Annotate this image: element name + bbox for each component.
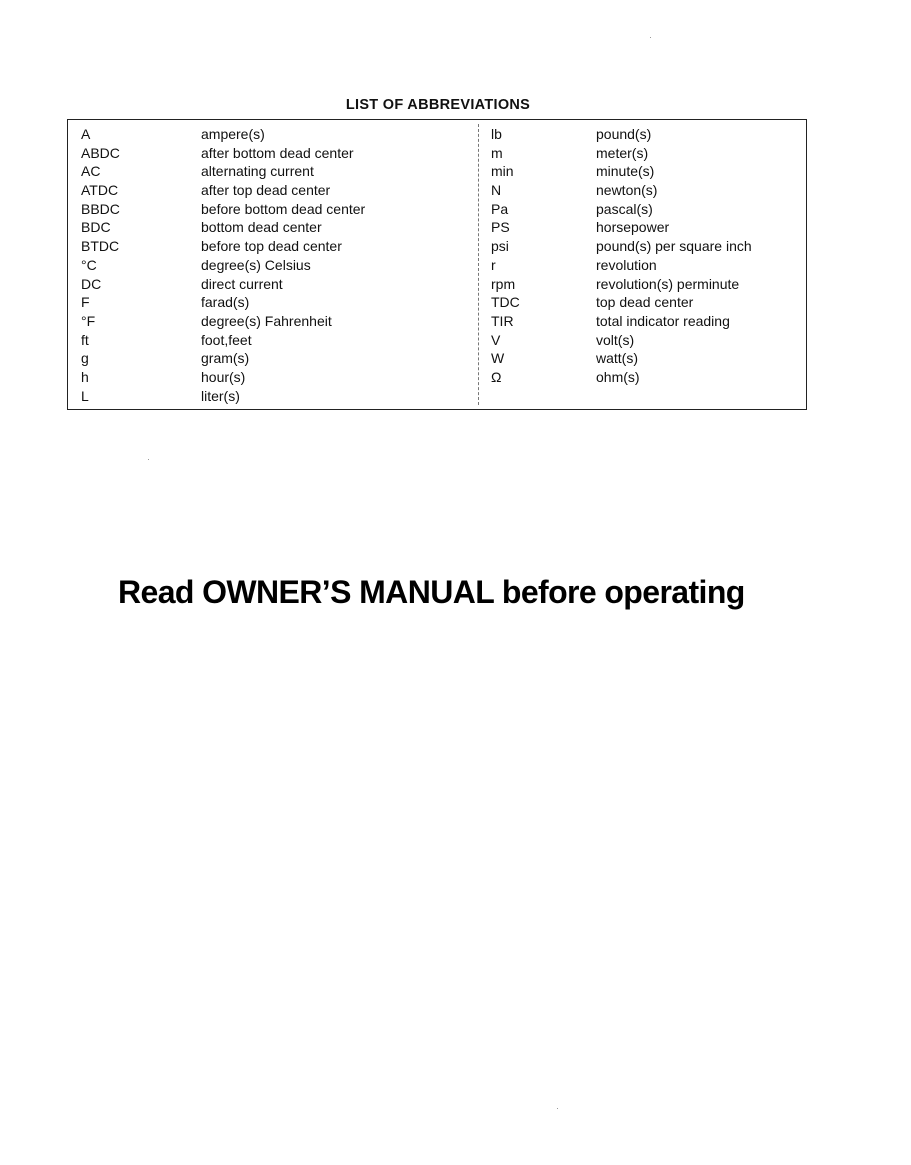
abbreviation-meaning: liter(s) [201,387,240,404]
abbreviation: PS [491,219,510,236]
abbreviation: ATDC [81,182,119,199]
abbreviation-meaning: before bottom dead center [201,200,366,217]
abbreviation-meaning: direct current [201,275,283,292]
abbreviation: r [491,256,496,273]
abbreviation-meaning: bottom dead center [201,219,322,236]
abbreviation: V [491,331,501,348]
abbreviation-meaning: degree(s) Fahrenheit [201,312,332,329]
abbreviation-meaning: total indicator reading [596,312,730,329]
abbreviation: g [81,350,89,367]
abbreviation-meaning: ohm(s) [596,368,640,385]
abbreviation-meaning: pound(s) per square inch [596,238,752,255]
abbreviation-meaning: alternating current [201,163,314,180]
abbreviation: BBDC [81,200,120,217]
abbreviation-meaning: farad(s) [201,294,250,311]
abbreviation-meaning: after bottom dead center [201,144,354,161]
abbreviation-meaning: minute(s) [596,163,655,180]
abbreviations-table [67,119,807,410]
abbreviation: AC [81,163,101,180]
abbreviation-meaning: before top dead center [201,238,342,255]
abbreviation: m [491,144,503,161]
owners-manual-notice: Read OWNER’S MANUAL before operating [118,574,745,610]
abbreviation-meaning: gram(s) [201,350,250,367]
abbreviation: N [491,182,502,199]
abbreviation: Ω [491,368,502,385]
abbreviation: A [81,126,91,142]
scan-speck [148,459,149,460]
abbreviation: F [81,294,90,311]
abbreviation: min [491,163,514,180]
abbreviation-meaning: newton(s) [596,182,658,199]
abbreviation: TIR [491,312,514,329]
abbreviation: ABDC [81,144,120,161]
abbreviation: lb [491,126,502,142]
scan-speck [557,1108,558,1109]
abbreviation-meaning: pascal(s) [596,200,653,217]
abbreviation-meaning: after top dead center [201,182,331,199]
abbreviation: BTDC [81,238,120,255]
abbreviation: psi [491,238,509,255]
abbreviation: rpm [491,275,516,292]
abbreviation-meaning: horsepower [596,219,670,236]
abbreviation-meaning: top dead center [596,294,694,311]
abbreviation: BDC [81,219,111,236]
abbreviation: DC [81,275,102,292]
scan-speck [650,37,651,38]
abbreviation: h [81,368,89,385]
abbreviation-meaning: volt(s) [596,331,635,348]
abbreviation: L [81,387,89,404]
abbreviation-meaning: meter(s) [596,144,649,161]
abbreviation: TDC [491,294,520,311]
abbreviation: ft [81,331,89,348]
abbreviation-meaning: pound(s) [596,126,652,142]
abbreviation-meaning: degree(s) Celsius [201,256,311,273]
abbreviation: °C [81,256,97,273]
abbreviation: W [491,350,505,367]
abbreviation-meaning: ampere(s) [201,126,265,142]
page-title: LIST OF ABBREVIATIONS [345,97,531,113]
abbreviation-meaning: hour(s) [201,368,246,385]
column-divider [478,124,479,405]
abbreviation-meaning: foot,feet [201,331,252,348]
abbreviation: Pa [491,200,509,217]
abbreviation-meaning: revolution [596,256,657,273]
abbreviation-meaning: revolution(s) perminute [596,275,740,292]
abbreviation: °F [81,312,96,329]
abbreviation-meaning: watt(s) [596,350,638,367]
